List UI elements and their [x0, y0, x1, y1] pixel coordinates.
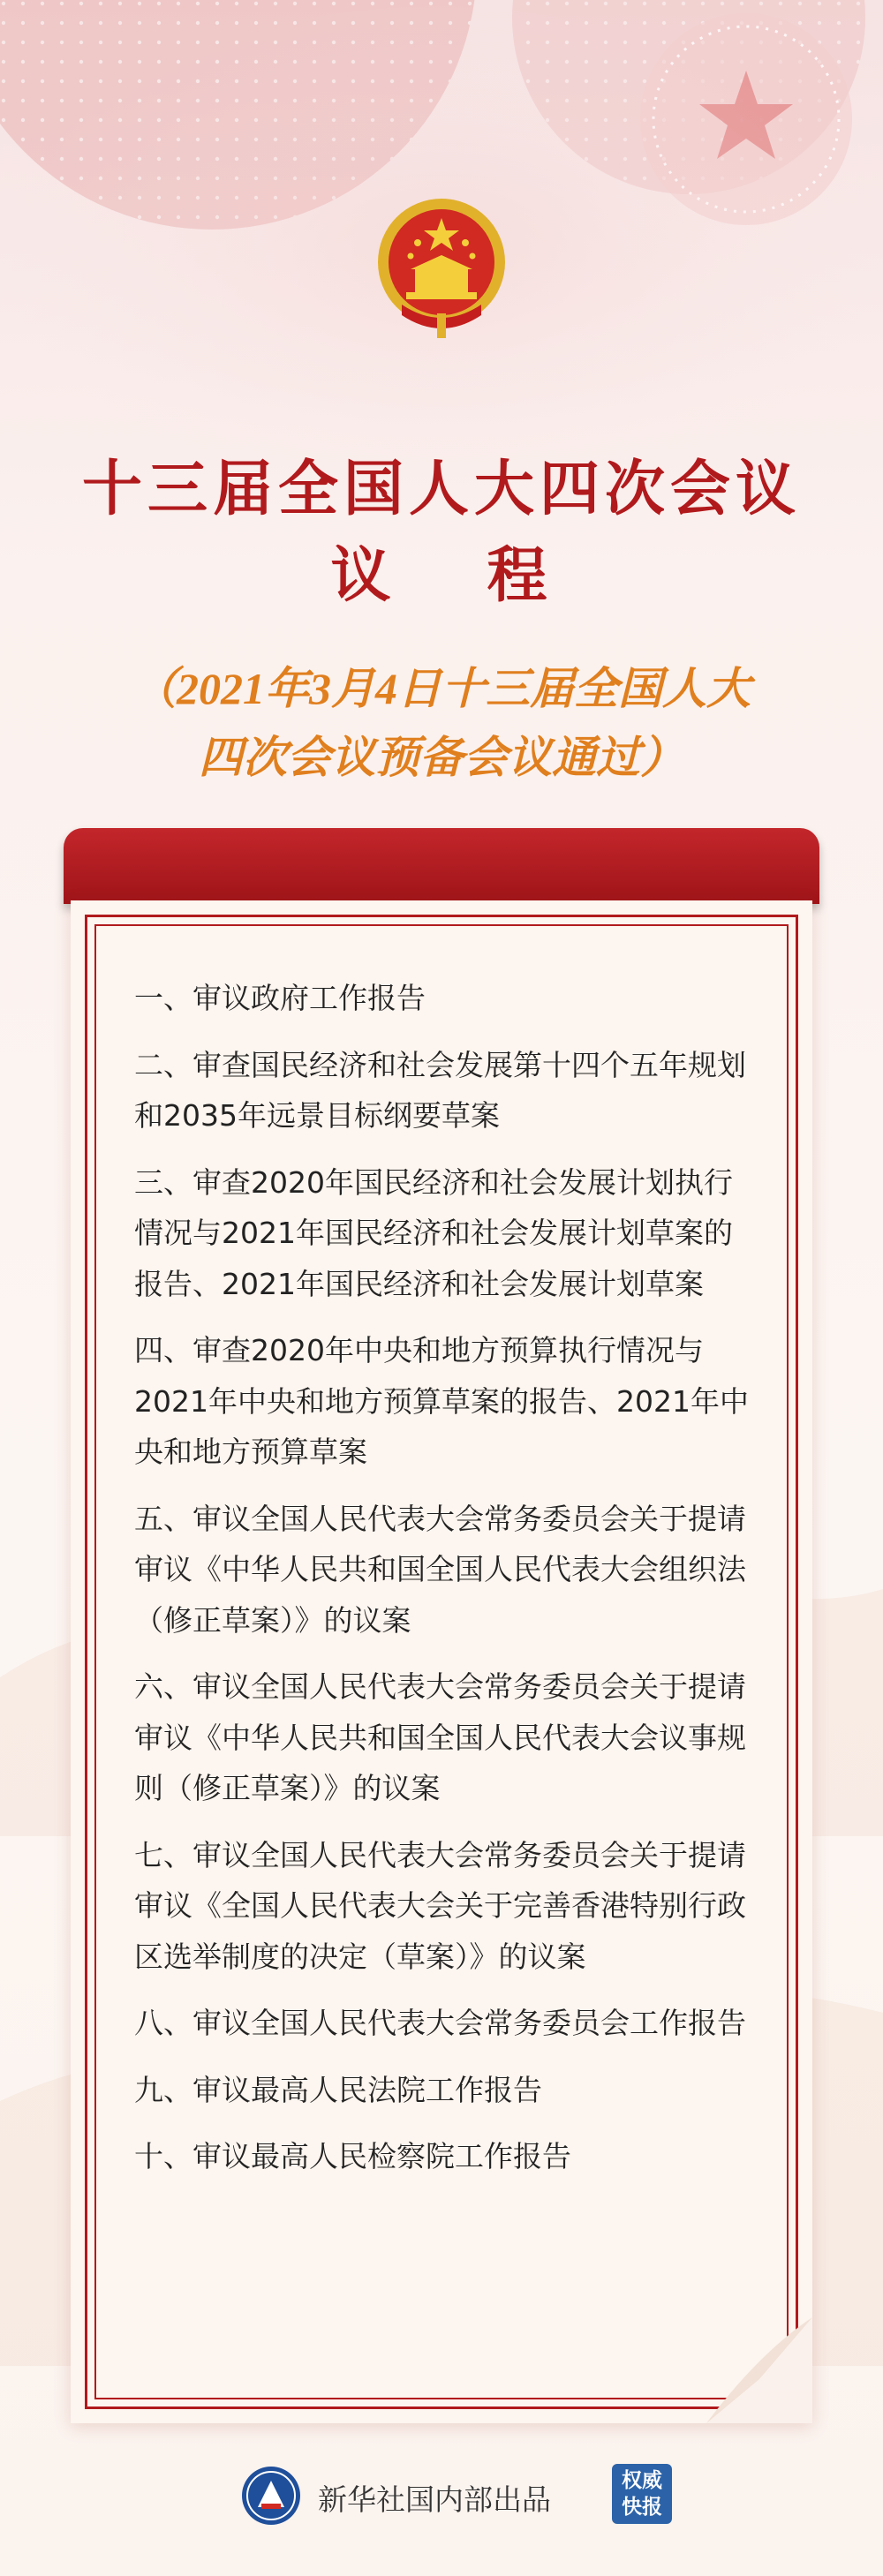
- agenda-item: 十、审议最高人民检察院工作报告: [134, 2139, 571, 2173]
- agenda-item: 一、审议政府工作报告: [134, 981, 426, 1015]
- agenda-item: 五、审议全国人民代表大会常务委员会关于提请审议《中华人民共和国全国人民代表大会组织法（修正草案）》的议案: [134, 1501, 746, 1638]
- footer: [0, 2461, 883, 2532]
- card-header-bar: [64, 828, 819, 904]
- xinhua-logo-icon: [240, 2465, 302, 2527]
- subtitle-line2: 四次会议预备会议通过）: [199, 733, 684, 782]
- agenda-list: [134, 973, 761, 2198]
- agenda-item: 七、审议全国人民代表大会常务委员会关于提请审议《全国人民代表大会关于完善香港特别行政区选举制度的决定（草案）》的议案: [134, 1837, 746, 1974]
- agenda-item: 二、审查国民经济和社会发展第十四个五年规划和2035年远景目标纲要草案: [134, 1047, 746, 1133]
- footer-credit: 新华社国内部出品: [318, 2482, 551, 2517]
- authority-badge: [612, 2464, 672, 2524]
- page-title-line2: 议 程: [330, 542, 553, 609]
- agenda-item: 四、审查2020年中央和地方预算执行情况与2021年中央和地方预算草案的报告、2021年中央和地方预算草案: [134, 1333, 749, 1469]
- agenda-item: 九、审议最高人民法院工作报告: [134, 2072, 542, 2107]
- subtitle-line1: （2021年3月4日十三届全国人大: [132, 664, 751, 713]
- agenda-item: 三、审查2020年国民经济和社会发展计划执行情况与2021年国民经济和社会发展计划草案的报告、2021年国民经济和社会发展计划草案: [134, 1164, 733, 1301]
- agenda-item: 八、审议全国人民代表大会常务委员会工作报告: [134, 2006, 746, 2040]
- page-title: 十三届全国人大四次会议: [81, 456, 801, 523]
- badge-line1: 权威: [622, 2468, 662, 2492]
- national-emblem-icon: [366, 190, 517, 344]
- page-curl-decoration: [706, 2317, 812, 2423]
- agenda-item: 六、审议全国人民代表大会常务委员会关于提请审议《中华人民共和国全国人民代表大会议事规则（修正草案）》的议案: [134, 1669, 746, 1805]
- badge-line2: 快报: [622, 2495, 662, 2519]
